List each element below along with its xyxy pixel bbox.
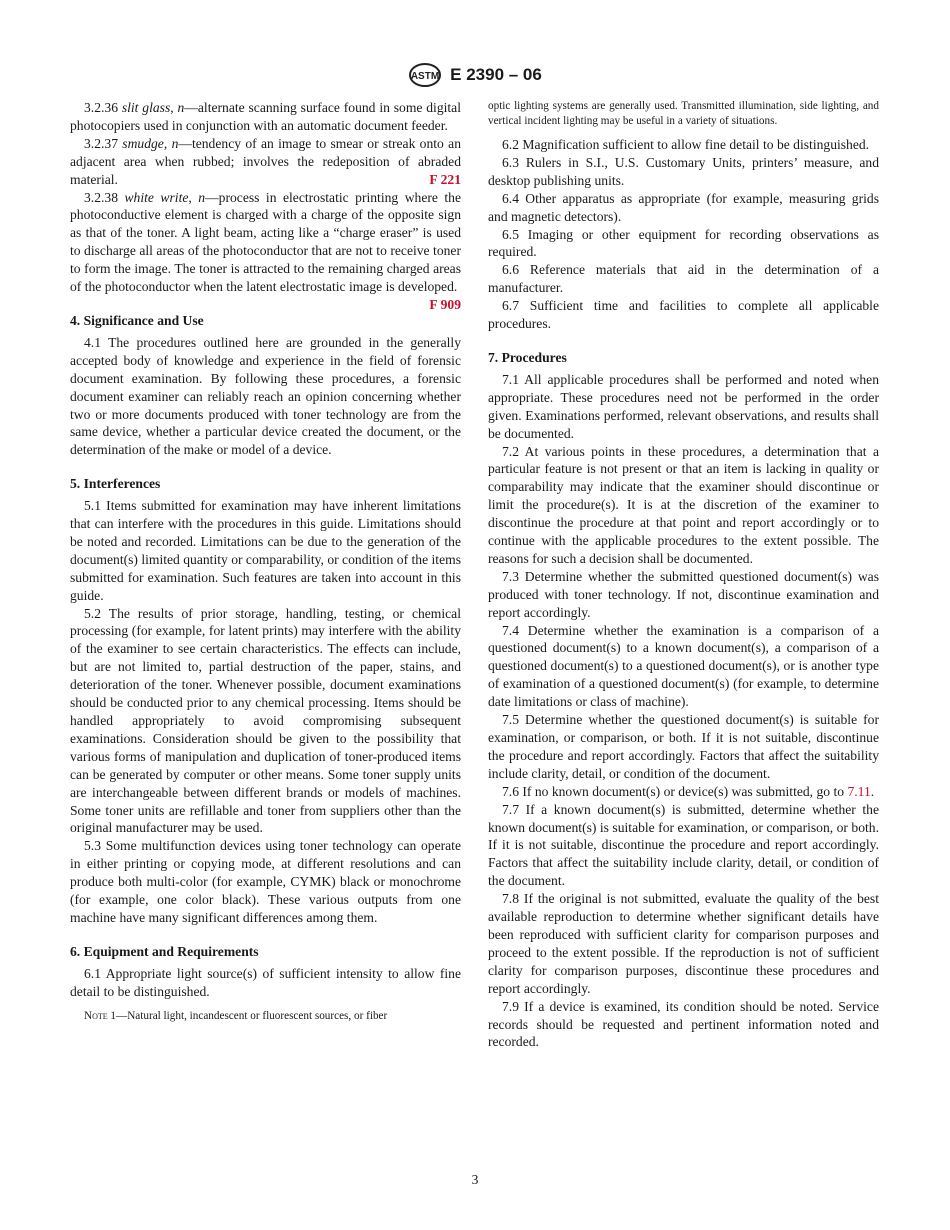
reference-link[interactable]: F 909 (429, 296, 461, 312)
paragraph: 6.6 Reference materials that aid in the determination of a manufacturer. (488, 262, 879, 296)
definition-3-2-37: 3.2.37 smudge, n—tendency of an image to smear or streak onto an adjacent area when rubbed; involves the redeposition of abraded material. F 221 (70, 135, 461, 187)
paragraph: 7.4 Determine whether the examination is a comparison of a questioned document(s) to a known document(s), a comparison of a questioned document(s) to a questioned document(s), or is another type of examination of a questioned document(s) (for example, to determine date limitations or class of machine). (488, 622, 879, 710)
paragraph: 5.3 Some multifunction devices using toner technology can operate in either printing or copying mode, at different resolutions and can produce both multi-color (for example, CYMK) black or monochrome (for example, one color black). These various outputs from one machine have many significant differences among them. (70, 838, 461, 925)
right-column (488, 99, 879, 1051)
astm-logo-icon (408, 62, 442, 88)
left-column (70, 99, 461, 1024)
paragraph: 7.1 All applicable procedures shall be performed and noted when appropriate. These procedures need not be performed in the order given. Examinations performed, relevant observations, and results shall be documented. (488, 371, 879, 441)
paragraph: 6.4 Other apparatus as appropriate (for example, measuring grids and magnetic detectors). (488, 190, 879, 224)
paragraph: 6.3 Rulers in S.I., U.S. Customary Units, printers’ measure, and desktop publishing units. (488, 154, 879, 188)
paragraph: 7.7 If a known document(s) is submitted, determine whether the known document(s) is suitable for examination, or comparison, or both. If it is not suitable, discontinue the procedure and report accordingly. Factors that affect the suitability include clarity, detail, or condition of the document. (488, 801, 879, 889)
paragraph: 6.7 Sufficient time and facilities to complete all applicable procedures. (488, 298, 879, 332)
section-link[interactable]: 7.11 (847, 783, 871, 799)
paragraph: 7.3 Determine whether the submitted questioned document(s) was produced with toner technology. If not, discontinue examination and report accordingly. (488, 568, 879, 620)
section-heading: 6. Equipment and Requirements (70, 943, 259, 959)
page-header (0, 62, 950, 88)
section-heading: 5. Interferences (70, 476, 161, 492)
paragraph: 5.2 The results of prior storage, handling, testing, or chemical processing (for example, for latent prints) may interfere with the ability of the examiner to see certain characteristics. The effects can include, but are not limited to, partial destruction of the paper, stains, and deterioration of the toner. Whenever possible, document examinations should be conducted prior to any chemical processing. Items should be handled appropriately to avoid compromising subsequent examinations. Consideration should be given to the possibility that various forms of manipulation and duplication of toner-produced items can be generated by computer or other means. Some toner supply units are interchangeable between different brands or models of machines. Some toner units are refillable and toner from suppliers other than the original manufacturer may be used. (70, 605, 461, 836)
paragraph: 7.6 If no known document(s) or device(s) was submitted, go to 7.11. (502, 783, 875, 799)
paragraph: 7.2 At various points in these procedures, a determination that a particular feature is not present or that an item is lacking in quality or comparability may indicate that the examiner should discontinue or limit the procedure(s). It is at the discretion of the examiner to discontinue the procedure at that point and report accordingly or to continue with the applicable procedures to the extent possible. The reasons for such a decision shall be documented. (488, 443, 879, 566)
paragraph: 6.2 Magnification sufficient to allow fine detail to be distinguished. (502, 137, 870, 152)
standard-designation: E 2390 – 06 (450, 65, 542, 84)
paragraph: 7.9 If a device is examined, its condition should be noted. Service records should be requested and pertinent information noted and recorded. (488, 998, 879, 1050)
paragraph: 4.1 The procedures outlined here are grounded in the generally accepted body of knowledge and experience in the field of forensic document examination. By following these procedures, a forensic document examiner can reliably reach an opinion concerning whether two or more documents produced with toner technology are from the same device, whether a particular device created the document, or the determination of the make or model of a device. (70, 334, 461, 458)
paragraph: 7.8 If the original is not submitted, evaluate the quality of the best available reproduction to determine whether significant details have been reproduced with sufficient clarity for comparison purposes and proceed to the extent possible. If the reproduction is not of sufficient clarity for comparison purposes, discontinue these procedures and report accordingly. (488, 891, 879, 996)
page-number: 3 (471, 1172, 479, 1187)
note-1-continued: optic lighting systems are generally used. Transmitted illumination, side lighting, and vertical incident lighting may be useful in a variety of situations. (488, 100, 879, 127)
section-heading: 4. Significance and Use (70, 312, 204, 328)
note-1: Note 1—Natural light, incandescent or fluorescent sources, or fiber (84, 1009, 388, 1022)
paragraph: 6.1 Appropriate light source(s) of sufficient intensity to allow fine detail to be distinguished. (70, 965, 461, 999)
svg-text:ASTM: ASTM (410, 71, 440, 82)
reference-link[interactable]: F 221 (429, 171, 461, 187)
section-heading: 7. Procedures (488, 349, 567, 365)
definition-3-2-36: 3.2.36 slit glass, n—alternate scanning surface found in some digital photocopiers used in conjunction with an automatic document feeder. (70, 100, 461, 133)
paragraph: 7.5 Determine whether the questioned document(s) is suitable for examination, or comparison, or both. If it is not suitable, discontinue the procedure and report accordingly. Factors that affect the suitability include clarity, detail, or condition of the document. (488, 712, 879, 781)
definition-3-2-38: 3.2.38 white write, n—process in electrostatic printing where the photoconductive element is charged with a charge of the opposite sign as that of the toner. A light beam, acting like a “charge eraser” is used to discharge all areas of the photoconductor that are not to receive toner to form the image. The toner is attracted to the remaining charged areas of the photoconductor when the latent electrostatic image is developed. F 909 (70, 189, 462, 312)
paragraph: 5.1 Items submitted for examination may have inherent limitations that can interfere with the procedures in this guide. Limitations should be noted and recorded. Limitations can be due to the generation of the document(s) limited quantity or comparability, or condition of the items submitted for examination. Such features are taken into account in this guide. (70, 498, 461, 603)
paragraph: 6.5 Imaging or other equipment for recording observations as required. (488, 226, 879, 260)
